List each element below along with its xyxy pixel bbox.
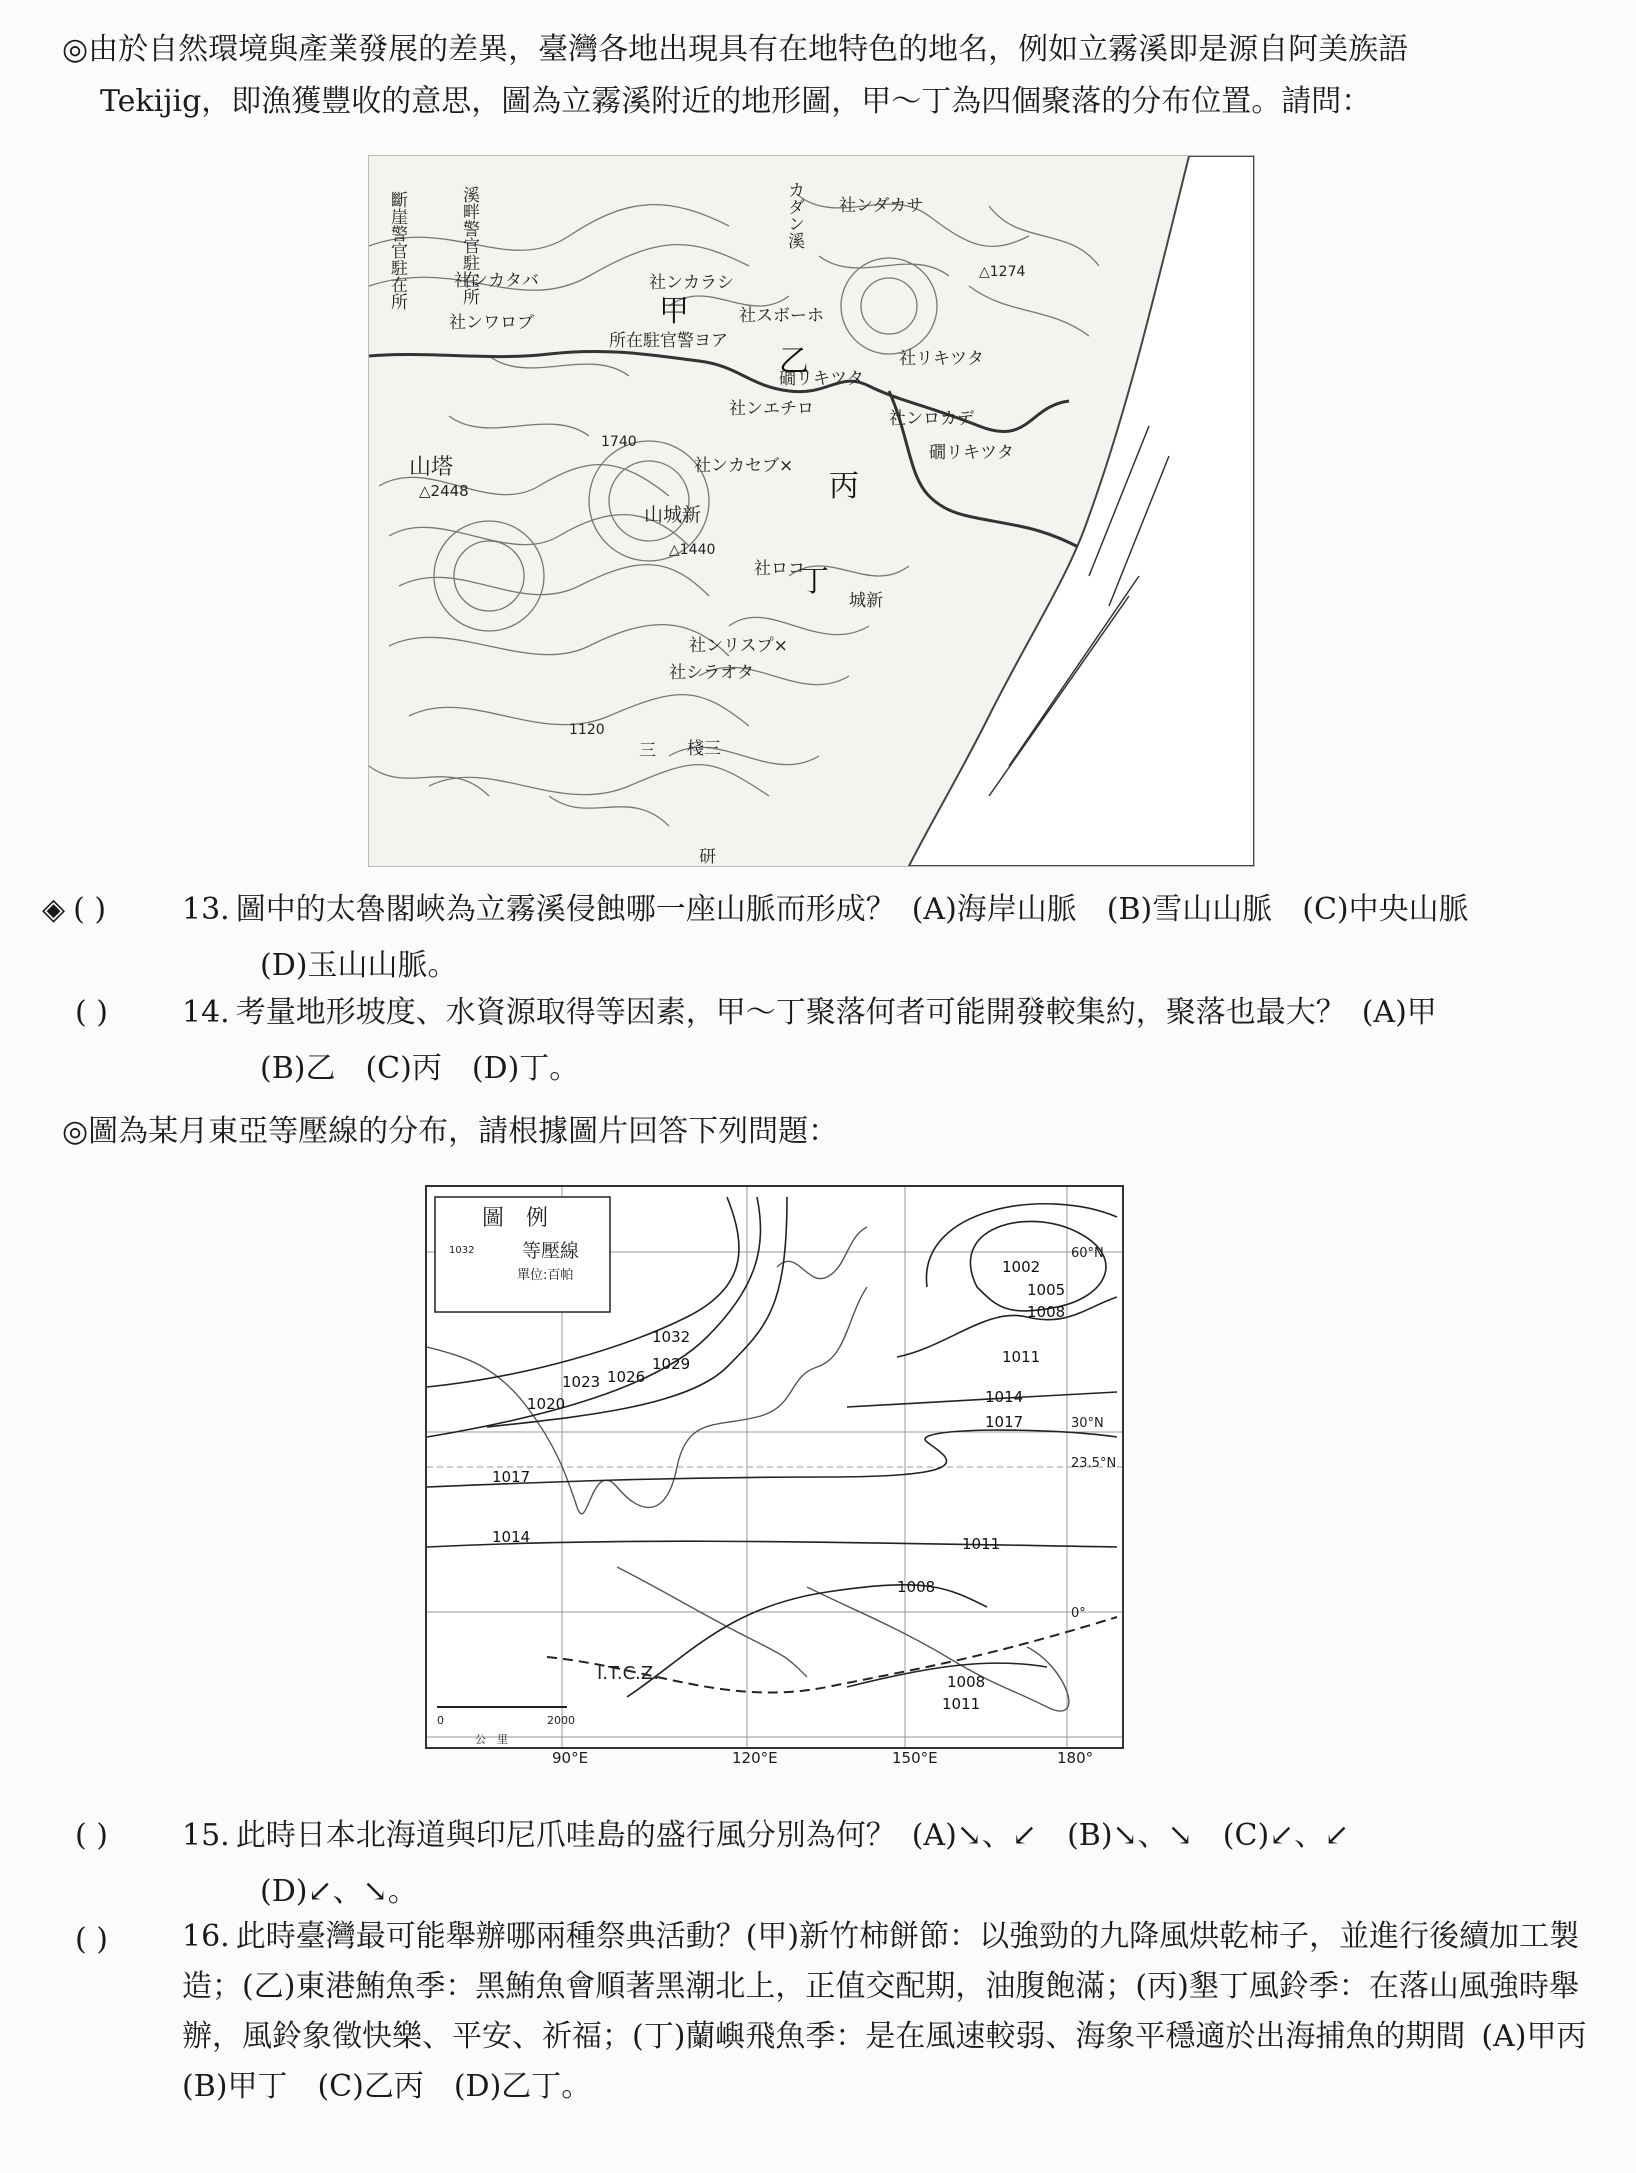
lat-label-23n: 23.5°N	[1071, 1456, 1117, 1471]
isobar-label: 1008	[897, 1578, 936, 1596]
topographic-map	[368, 155, 1255, 867]
passage-intro-line1: ◎由於自然環境與產業發展的差異，臺灣各地出現具有在地特色的地名，例如立霧溪即是源自阿美族語	[62, 32, 1409, 67]
map-label-elev1274: △1274	[979, 264, 1026, 280]
isobar-label: 1026	[607, 1368, 646, 1386]
settlement-ding: 丁	[799, 564, 829, 599]
longitude-labels	[427, 1749, 1122, 1773]
question-number: 15.	[182, 1818, 230, 1853]
map-label-shanta: 山塔	[409, 455, 454, 480]
isobar-label: 1014	[985, 1388, 1024, 1406]
map-label-lokade: 社ンロカデ	[889, 409, 974, 429]
isobar-label: 1029	[652, 1355, 691, 1373]
isobar-label: 1011	[1002, 1348, 1041, 1366]
isobar-label: 1005	[1027, 1281, 1066, 1299]
isobar-label: 1014	[492, 1528, 531, 1546]
question-number: 14.	[182, 995, 230, 1030]
isobar-labels	[492, 1258, 1065, 1713]
lon-label-120e: 120°E	[732, 1749, 778, 1767]
map-label-subooho: 社スボーホ	[739, 306, 824, 326]
question-options: (A)海岸山脈 (B)雪山山脈 (C)中央山脈	[911, 892, 1469, 927]
question-number: 13.	[182, 892, 230, 927]
answer-paren-13: ( )	[73, 892, 107, 927]
answer-blank-16[interactable]: ( )	[75, 1922, 108, 1957]
question-options-line2: (B)乙 (C)丙 (D)丁。	[260, 1051, 580, 1086]
map-label-kadan: カダン溪	[784, 181, 804, 249]
lat-label-30n: 30°N	[1071, 1416, 1104, 1431]
question-number: 16.	[182, 1919, 230, 1954]
map-label-kennou: 棧三	[687, 739, 721, 759]
map-label-kitsuta-right: 社リキツタ	[899, 349, 984, 369]
question-options: (A)甲	[1361, 995, 1437, 1030]
settlement-yi: 乙	[779, 344, 809, 379]
lon-label-150e: 150°E	[892, 1749, 938, 1767]
itcz-label: I.T.C.Z.	[597, 1663, 659, 1684]
answer-blank-15[interactable]: ( )	[75, 1818, 108, 1853]
map-label-dingchun: 斷崖警官駐在所	[387, 191, 407, 310]
lon-label-180: 180°	[1057, 1749, 1094, 1767]
question-text: 此時臺灣最可能舉辦哪兩種祭典活動？(甲)新竹柿餅節：以強勁的九降風烘乾柿子，並進行後續加工製造；(乙)東港鮪魚季：黑鮪魚會順著黑潮北上，正值交配期，油腹飽滿；(丙)墾丁風鈴季：在落山風強時舉辦，風鈴象徵快樂、平安、祈福；(丁)蘭嶼飛魚季：是在風速較弱、海象平穩適於出海捕魚的期間	[182, 1919, 1580, 2054]
legend-item: 等壓線	[522, 1240, 580, 1262]
map-label-dagasa: 社ンダカサ	[839, 196, 924, 216]
settlement-jia: 甲	[659, 294, 689, 329]
scale-max: 2000	[547, 1714, 575, 1727]
sea-area	[909, 156, 1254, 866]
map-label-shinjo: 城新	[849, 591, 883, 611]
legend-unit: 單位:百帕	[517, 1268, 574, 1283]
question-options: (A)↘、↙ (B)↘、↘ (C)↙、↙	[911, 1818, 1350, 1853]
question-options-line2: (D)↙、↘。	[260, 1874, 418, 1909]
map-label-mi: 三	[639, 741, 656, 761]
isobar-label: 1008	[1027, 1303, 1066, 1321]
map-label-elev1740: 1740	[601, 434, 637, 450]
lat-label-60n: 60°N	[1071, 1246, 1104, 1261]
question-options-line2: (D)玉山山脈。	[260, 948, 458, 983]
map-label-elev2448: △2448	[419, 482, 469, 500]
answer-blank-13[interactable]	[42, 882, 106, 938]
answer-blank-14[interactable]: ( )	[75, 995, 108, 1030]
isobar-label: 1032	[652, 1328, 691, 1346]
map-label-kataba: 社ンカタバ	[454, 271, 539, 291]
legend-sample: 1032	[449, 1245, 475, 1256]
map-label-lisupu: 社ンリスプ×	[689, 636, 788, 656]
question-stem: 圖中的太魯閣峽為立霧溪侵蝕哪一座山脈而形成？	[235, 892, 896, 927]
map-label-lokko: 社ロコ	[754, 559, 805, 579]
isobar-map	[425, 1185, 1124, 1767]
map-label-yoa: 所在駐官警ヨア	[609, 331, 728, 351]
isobar-label: 1002	[1002, 1258, 1041, 1276]
isobar-label: 1023	[562, 1373, 601, 1391]
map-label-walobo: 社ンワロブ	[449, 313, 534, 333]
map-label-shinjo-mtn: 山城新	[644, 504, 702, 526]
isobar-label: 1011	[942, 1695, 981, 1713]
passage-intro-line2: Tekijig，即漁獲豐收的意思，圖為立霧溪附近的地形圖，甲～丁為四個聚落的分布位置。請問：	[100, 84, 1372, 119]
settlement-bing: 丙	[829, 469, 859, 504]
map-label-kasebu: 社ンカセブ×	[694, 456, 794, 476]
map-label-siraota: 社シラオタ	[669, 663, 754, 683]
isobar-label: 1017	[985, 1413, 1024, 1431]
scale-unit: 公 里	[475, 1733, 508, 1746]
isobar-label: 1008	[947, 1673, 986, 1691]
map-label-echiro: 社ンエチロ	[729, 399, 814, 419]
question-options: (A)甲丙 (B)甲丁 (C)乙丙 (D)乙丁。	[182, 2019, 1617, 2104]
isobar-label: 1011	[962, 1535, 1001, 1553]
lat-label-0: 0°	[1071, 1606, 1086, 1621]
isobar-label: 1017	[492, 1468, 531, 1486]
map-label-xipan: 溪畔警官駐在所	[459, 186, 479, 305]
map-label-kitsuta-lower: 礀リキツタ	[929, 443, 1014, 463]
question-stem: 此時日本北海道與印尼爪哇島的盛行風分別為何？	[235, 1818, 896, 1853]
lon-label-90e: 90°E	[552, 1749, 589, 1767]
scale-zero: 0	[437, 1714, 444, 1727]
map-label-kitsuta-upper: 礀リキツタ	[779, 369, 864, 389]
map-label-kalasi: 社ンカラシ	[649, 273, 734, 293]
legend-title: 圖 例	[482, 1206, 549, 1231]
isobar-label: 1020	[527, 1395, 566, 1413]
question-stem: 考量地形坡度、水資源取得等因素，甲～丁聚落何者可能開發較集約，聚落也最大？	[235, 995, 1346, 1030]
passage-weather-intro: ◎圖為某月東亞等壓線的分布，請根據圖片回答下列問題：	[62, 1114, 839, 1149]
star-marker-icon: ◈	[42, 892, 66, 927]
map-label-yan: 研	[699, 847, 716, 866]
map-label-elev1120: 1120	[569, 722, 605, 738]
map-label-elev1440: △1440	[669, 542, 716, 558]
